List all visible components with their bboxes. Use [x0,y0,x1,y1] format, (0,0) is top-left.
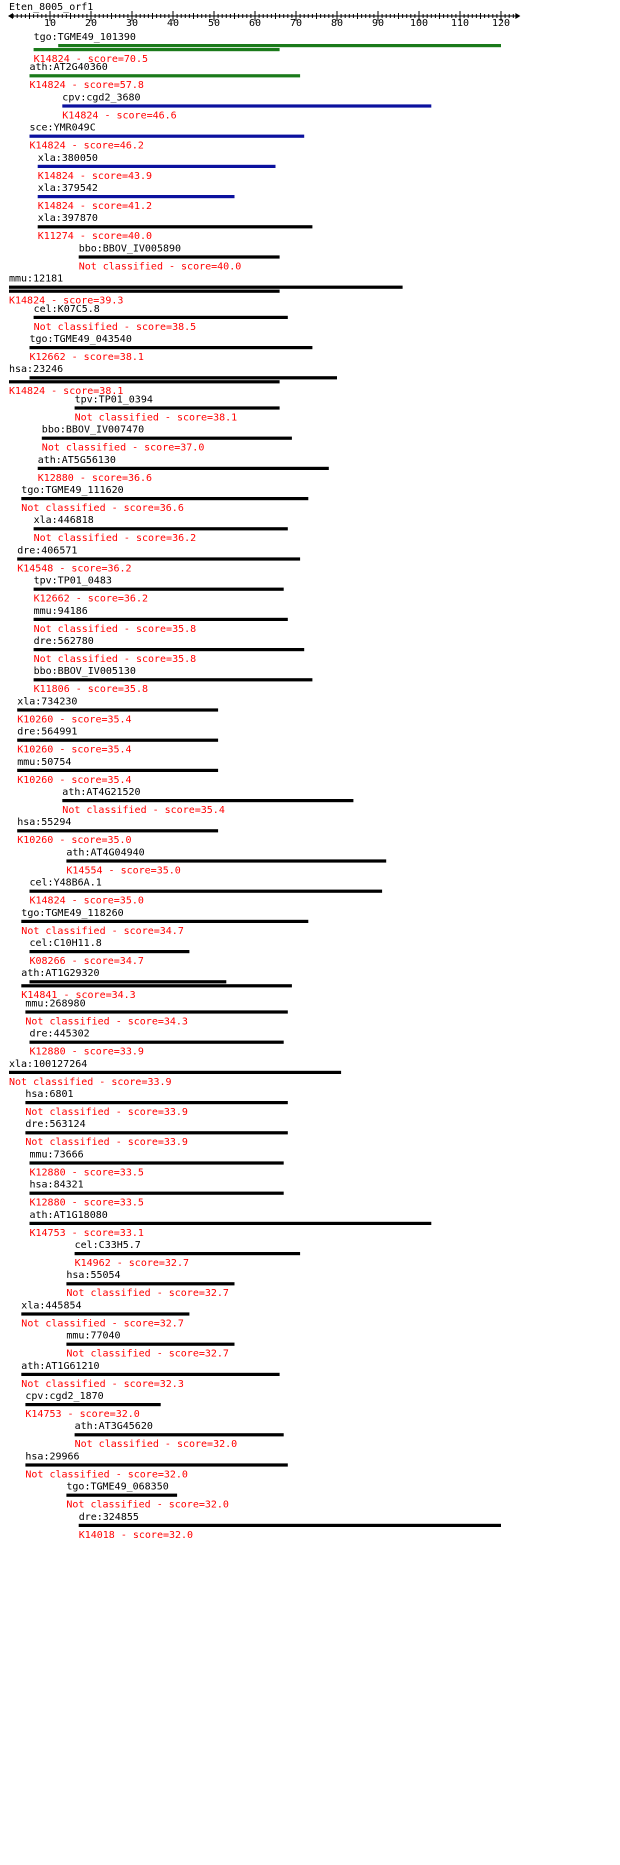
hit-row [62,92,431,121]
hit-annotation[interactable]: K08266 - score=34.7 [29,956,144,967]
hit-row [79,1512,501,1541]
hit-gene-name[interactable]: sce:YMR049C [29,122,96,134]
hit-gene-link[interactable] [66,1331,120,1342]
hit-row [21,1361,279,1390]
hit-gene-name[interactable]: mmu:77040 [66,1330,121,1342]
alignment-bar [30,950,190,953]
hit-annotation[interactable]: Not classified - score=40.0 [78,261,242,273]
alignment-bar [79,1524,501,1527]
hit-gene-link[interactable] [34,636,94,647]
hit-annotation[interactable]: Not classified - score=38.5 [33,321,197,333]
hit-row [21,485,308,514]
hit-gene-link[interactable] [30,1210,108,1221]
hit-row [75,394,280,423]
hit-row [9,364,337,397]
hit-gene-link[interactable] [17,757,71,768]
alignment-bar [30,980,227,983]
hit-row [9,1059,341,1088]
hit-gene-name[interactable]: mmu:12181 [9,273,64,285]
hit-gene-link[interactable] [42,425,144,436]
hit-gene-link[interactable] [30,123,96,134]
alignment-bar [17,739,218,742]
alignment-bar [25,1463,287,1466]
axis-tick-label: 50 [207,18,221,29]
hit-row [34,606,288,635]
hit-gene-link[interactable] [17,696,77,707]
hit-gene-name[interactable]: hsa:55294 [17,817,72,829]
hit-annotation[interactable]: K14824 - score=41.2 [37,201,153,212]
hit-row [34,32,501,65]
hit-gene-name[interactable]: ath:AT5G56130 [37,454,116,466]
hit-row [21,1300,189,1329]
alignment-bar [34,48,280,51]
alignment-bar [21,497,308,500]
hit-gene-link[interactable] [75,1240,141,1251]
hit-annotation[interactable]: Not classified - score=33.9 [9,1076,172,1088]
hit-row [30,1180,284,1209]
hit-gene-name[interactable]: hsa:6801 [25,1089,74,1100]
hit-annotation[interactable]: K14753 - score=32.0 [25,1409,140,1420]
hit-gene-link[interactable] [9,364,63,375]
hit-annotation[interactable]: K14962 - score=32.7 [74,1258,189,1269]
alignment-bar [30,346,313,349]
hit-row [25,1089,287,1118]
hit-gene-link[interactable] [30,334,132,345]
hit-gene-name[interactable]: dre:445302 [29,1028,90,1040]
hit-annotation[interactable]: K12880 - score=36.6 [37,472,153,484]
hit-annotation[interactable]: Not classified - score=33.9 [25,1137,188,1149]
hit-gene-name[interactable]: xla:380050 [37,152,98,164]
alignment-bar [66,1282,234,1285]
alignment-bar [30,376,338,379]
hit-row [17,545,300,574]
axis-tick-label: 40 [166,18,180,29]
hit-gene-name[interactable]: xla:100127264 [9,1058,88,1070]
alignment-bar [38,195,235,198]
axis-tick-label: 90 [371,18,385,29]
axis-tick-label: 70 [289,18,303,29]
hit-gene-link[interactable] [17,545,77,556]
alignment-bar [62,104,431,107]
hit-row [30,334,313,363]
hit-row [62,787,353,816]
hit-annotation[interactable]: Not classified - score=36.6 [21,503,184,514]
hit-gene-link[interactable] [38,183,98,194]
alignment-bar [38,165,276,168]
hit-gene-name[interactable]: ath:AT4G21520 [62,787,141,798]
hit-row [30,878,383,907]
alignment-bar [42,437,292,440]
axis-tick-label: 100 [409,18,429,29]
alignment-bar [66,1494,177,1497]
hit-row [9,274,403,307]
hit-annotation[interactable]: K12662 - score=38.1 [29,352,144,363]
hit-gene-name[interactable]: mmu:268980 [25,998,86,1010]
hit-gene-link[interactable] [75,1421,153,1432]
hit-annotation[interactable]: Not classified - score=35.4 [62,805,225,816]
alignment-bar [30,1161,284,1164]
hit-row [25,998,287,1027]
alignment-bar [38,467,329,470]
hit-gene-link[interactable] [30,62,108,73]
alignment-bar [17,557,300,560]
hit-gene-link[interactable] [25,1451,79,1462]
hit-row [38,153,276,182]
hit-row [79,243,280,272]
alignment-bar [17,708,218,711]
hit-gene-link[interactable] [66,1482,168,1493]
alignment-bar [30,135,305,138]
hit-gene-name[interactable]: xla:734230 [17,696,78,708]
hit-gene-name[interactable]: mmu:73666 [29,1149,84,1161]
hit-gene-name[interactable]: dre:563124 [25,1119,86,1131]
axis-tick-label: 10 [43,18,57,29]
hit-annotation[interactable]: Not classified - score=33.9 [25,1107,188,1118]
axis-arrow-left-icon [8,13,13,19]
hit-gene-link[interactable] [21,968,99,979]
hit-row [38,213,313,242]
hit-row [38,455,329,484]
hit-gene-link[interactable] [62,92,140,103]
hit-gene-link[interactable] [25,1119,85,1130]
hit-gene-name[interactable]: tgo:TGME49_101390 [33,32,136,43]
hit-gene-link[interactable] [66,1270,120,1281]
hit-gene-link[interactable] [34,666,136,677]
hit-gene-name[interactable]: cpv:cgd2_1870 [25,1391,104,1402]
alignment-bar [9,286,403,289]
hit-gene-name[interactable]: tgo:TGME49_111620 [21,485,124,496]
hit-gene-name[interactable]: bbo:BBOV_IV007470 [41,424,145,436]
hit-gene-link[interactable] [25,998,85,1009]
alignment-bar [30,1041,284,1044]
hit-annotation[interactable]: Not classified - score=32.0 [74,1439,238,1451]
hit-annotation[interactable]: K10260 - score=35.4 [17,774,132,786]
alignment-bar [9,380,280,383]
hit-gene-name[interactable]: tpv:TP01_0394 [74,394,153,406]
alignment-bar [75,1433,284,1436]
alignment-bar [21,1312,189,1315]
alignment-bar [66,859,386,862]
hit-row [34,576,284,605]
hit-gene-name[interactable]: xla:379542 [37,183,98,194]
hit-annotation[interactable]: K14753 - score=33.1 [29,1227,144,1239]
hit-gene-name[interactable]: cel:K07C5.8 [33,303,100,315]
hit-gene-link[interactable] [21,908,123,919]
hit-gene-name[interactable]: tgo:TGME49_068350 [66,1481,169,1493]
hit-annotation[interactable]: Not classified - score=32.0 [25,1469,188,1481]
alignment-bar [34,316,288,319]
hit-annotation[interactable]: K12880 - score=33.5 [29,1197,144,1209]
hit-gene-link[interactable] [9,274,63,285]
alignment-bar [25,1131,287,1134]
hit-row [17,817,218,846]
hit-annotation[interactable]: Not classified - score=35.8 [33,623,197,635]
hit-row [34,304,288,333]
hit-gene-link[interactable] [38,455,116,466]
alignment-bar [66,1343,234,1346]
hit-row [75,1240,301,1269]
hit-gene-link[interactable] [21,1361,99,1372]
hit-annotation[interactable]: K11274 - score=40.0 [37,231,153,243]
hit-gene-link[interactable] [34,32,136,43]
hit-annotation[interactable]: K14824 - score=43.9 [37,170,153,182]
hit-gene-name[interactable]: hsa:23246 [9,364,64,376]
alignment-bar [30,890,383,893]
hit-annotation[interactable]: K14841 - score=34.3 [21,990,136,1002]
hit-annotation[interactable]: K12880 - score=33.5 [29,1167,144,1179]
alignment-bar [25,1403,160,1406]
hit-gene-link[interactable] [38,213,98,224]
hit-gene-name[interactable]: ath:AT1G18080 [29,1209,108,1221]
hit-gene-link[interactable] [79,243,181,254]
hit-gene-name[interactable]: cel:Y48B6A.1 [29,877,102,889]
hit-gene-link[interactable] [66,847,144,858]
hit-gene-name[interactable]: ath:AT4G04940 [66,847,145,859]
hit-row [21,908,308,937]
hit-annotation[interactable]: K14824 - score=46.2 [29,140,144,152]
hit-annotation[interactable]: K14824 - score=57.8 [29,80,144,92]
hit-gene-name[interactable]: hsa:84321 [29,1179,84,1191]
hit-gene-link[interactable] [25,1089,73,1100]
alignment-bar [30,74,301,77]
hit-row [42,425,292,454]
alignment-bar [30,1222,432,1225]
hit-annotation[interactable]: K14824 - score=38.1 [9,386,124,398]
hit-gene-name[interactable]: ath:AT3G45620 [74,1421,153,1433]
hit-annotation[interactable]: Not classified - score=36.2 [33,533,197,545]
hit-gene-name[interactable]: dre:564991 [17,726,78,738]
hit-gene-link[interactable] [21,1300,81,1311]
hit-row [30,938,190,967]
hit-gene-link[interactable] [79,1512,139,1523]
alignment-bar [75,1252,301,1255]
hit-gene-name[interactable]: tpv:TP01_0483 [33,575,112,587]
axis-tick-label: 60 [248,18,262,29]
hit-gene-link[interactable] [62,787,140,798]
hit-gene-link[interactable] [34,304,100,315]
sequence-title: Eten_8005_orf1 [9,2,94,13]
hit-row [66,1331,234,1360]
hit-row [21,968,292,1001]
alignment-bar [79,255,280,258]
alignment-bar [34,678,313,681]
hit-gene-name[interactable]: dre:562780 [33,636,94,647]
hit-row [17,696,218,725]
hit-gene-name[interactable]: xla:445854 [21,1300,82,1312]
alignment-bar [62,799,353,802]
hit-gene-link[interactable] [30,1029,90,1040]
hit-annotation[interactable]: Not classified - score=34.3 [25,1016,188,1028]
hit-annotation[interactable]: K14824 - score=70.5 [33,54,148,65]
hit-annotation[interactable]: Not classified - score=38.1 [74,412,238,424]
hit-gene-name[interactable]: cel:C33H5.7 [74,1240,141,1251]
hit-gene-link[interactable] [30,1149,84,1160]
hit-row [25,1391,160,1420]
hit-annotation[interactable]: K14018 - score=32.0 [78,1529,194,1541]
hit-gene-name[interactable]: xla:397870 [37,213,98,225]
hit-annotation[interactable]: K14824 - score=46.6 [62,110,177,122]
alignment-bar [9,1071,341,1074]
hit-row [75,1421,284,1450]
alignment-bar [34,588,284,591]
hit-gene-name[interactable]: ath:AT2G40360 [29,62,108,74]
hit-annotation[interactable]: Not classified - score=32.7 [66,1348,229,1360]
hit-gene-link[interactable] [34,606,88,617]
alignment-bar [58,44,501,47]
alignment-bar [25,1010,287,1013]
hit-row [30,1029,284,1058]
alignment-bar [30,1192,284,1195]
hit-annotation[interactable]: Not classified - score=37.0 [41,442,205,454]
hit-annotation[interactable]: K14548 - score=36.2 [17,563,132,575]
hit-gene-link[interactable] [34,576,112,587]
alignment-bar [34,648,305,651]
hit-annotation[interactable]: K11806 - score=35.8 [33,684,148,696]
hit-row [25,1119,287,1148]
position-axis [8,11,520,29]
hit-annotation[interactable]: Not classified - score=32.0 [66,1499,229,1511]
alignment-bar [17,829,218,832]
hit-gene-link[interactable] [38,153,98,164]
hit-gene-link[interactable] [30,1180,84,1191]
hit-annotation[interactable]: Not classified - score=35.8 [33,654,197,665]
axis-tick-label: 30 [125,18,139,29]
hit-annotation[interactable]: K12880 - score=33.9 [29,1046,144,1058]
hit-gene-link[interactable] [9,1059,87,1070]
alignment-bar [25,1101,287,1104]
hit-list [9,32,501,1541]
hit-row [66,1270,234,1299]
hit-row [34,636,305,665]
hit-annotation[interactable]: K14824 - score=39.3 [9,295,124,307]
hit-row [30,62,301,91]
alignment-bar [34,527,288,530]
alignment-bar [9,290,280,293]
hit-annotation[interactable]: Not classified - score=32.3 [21,1378,184,1390]
alignment-bar [38,225,313,228]
hit-row [38,183,235,212]
hit-gene-name[interactable]: mmu:50754 [17,756,72,768]
hit-row [30,1210,432,1239]
hit-gene-name[interactable]: dre:324855 [78,1511,139,1523]
axis-tick-label: 80 [330,18,344,29]
axis-tick-label: 110 [450,18,470,29]
hit-annotation[interactable]: K10260 - score=35.4 [17,744,132,756]
hit-annotation[interactable]: Not classified - score=32.7 [66,1288,229,1300]
hit-gene-name[interactable]: hsa:29966 [25,1451,80,1463]
hit-gene-name[interactable]: cel:C10H11.8 [29,938,102,949]
hit-row [34,515,288,544]
alignment-bar [21,984,292,987]
hit-annotation[interactable]: K10260 - score=35.0 [17,835,132,847]
hit-annotation[interactable]: K12662 - score=36.2 [33,593,148,605]
hit-gene-link[interactable] [30,938,102,949]
hit-gene-link[interactable] [21,485,123,496]
alignment-bar [21,1373,279,1376]
hit-gene-link[interactable] [25,1391,103,1402]
hit-gene-link[interactable] [17,817,71,828]
hit-annotation[interactable]: K14824 - score=35.0 [29,895,144,907]
hit-gene-name[interactable]: ath:AT1G61210 [21,1360,100,1372]
hit-row [30,1149,284,1178]
hit-gene-link[interactable] [17,727,77,738]
hit-row [30,123,305,152]
hit-gene-name[interactable]: bbo:BBOV_IV005890 [78,243,182,255]
hit-gene-name[interactable]: tgo:TGME49_118260 [21,907,124,919]
hit-gene-name[interactable]: mmu:94186 [33,605,88,617]
hit-gene-link[interactable] [34,515,94,526]
hit-row [66,1482,229,1511]
hit-gene-name[interactable]: xla:446818 [33,515,94,527]
alignment-bar [75,406,280,409]
hit-gene-name[interactable]: cpv:cgd2_3680 [62,92,141,104]
hit-row [17,757,218,786]
hit-gene-name[interactable]: dre:406571 [17,545,78,557]
axis-tick-label: 20 [84,18,98,29]
hit-gene-name[interactable]: tgo:TGME49_043540 [29,334,132,345]
axis-tick-label: 120 [491,18,511,29]
hit-annotation[interactable]: K14554 - score=35.0 [66,865,181,877]
axis-arrow-right-icon [515,13,520,19]
hit-row [66,847,386,876]
hit-gene-name[interactable]: ath:AT1G29320 [21,968,100,980]
hit-annotation[interactable]: Not classified - score=34.7 [21,925,184,937]
hit-annotation[interactable]: Not classified - score=32.7 [21,1318,184,1330]
alignment-bar [34,618,288,621]
hit-gene-name[interactable]: hsa:55054 [66,1270,121,1282]
alignment-bar [17,769,218,772]
hit-gene-link[interactable] [30,878,102,889]
hit-row [17,727,218,756]
hit-gene-name[interactable]: bbo:BBOV_IV005130 [33,666,136,678]
hit-annotation[interactable]: K10260 - score=35.4 [17,714,132,726]
hit-gene-link[interactable] [75,394,153,405]
hit-row [34,666,313,695]
alignment-bar [21,920,308,923]
hit-row [25,1451,287,1480]
